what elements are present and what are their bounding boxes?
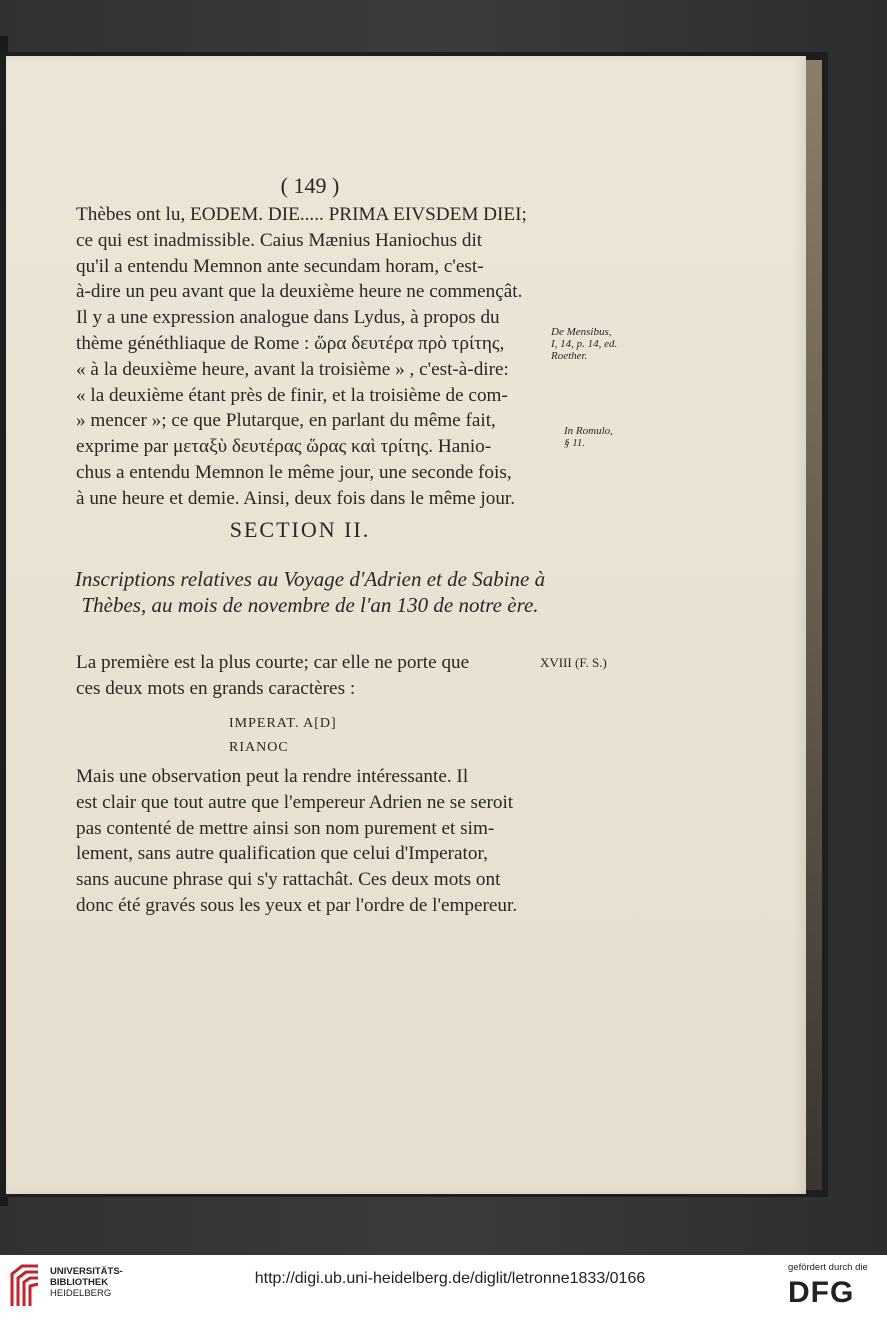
p2-line-1: La première est la plus courte; car elle ne porte que <box>76 652 470 673</box>
p3-line-2: est clair que tout autre que l'empereur Adrien ne se seroit <box>76 791 514 813</box>
note2-line-2: § 11. <box>564 437 586 449</box>
p3-line-1: Mais une observation peut la rendre intéressante. Il <box>76 766 469 787</box>
p3-line-5: sans aucune phrase qui s'y rattachât. Ces deux mots ont <box>76 869 501 891</box>
margin-note-de-mensibus <box>551 326 631 362</box>
inscription <box>229 712 337 760</box>
note1-line-1: De Mensibus, <box>551 326 612 338</box>
p2-line-2: ces deux mots en grands caractères : <box>76 677 356 699</box>
paragraph-3 <box>76 764 532 919</box>
section-title: SECTION II. <box>229 517 371 542</box>
library-logo-text[interactable] <box>50 1266 123 1299</box>
subtitle-line-1: Inscriptions relatives au Voyage d'Adrien et de Sabine à <box>74 567 546 591</box>
permalink-url[interactable]: http://digi.ub.uni-heidelberg.de/diglit/letronne1833/0166 <box>254 1270 646 1287</box>
margin-note-in-romulo <box>564 425 634 449</box>
paragraph-1 <box>76 202 532 512</box>
p3-line-4: lement, sans autre qualification que celui d'Imperator, <box>76 843 488 865</box>
logo-line-3: HEIDELBERG <box>50 1288 112 1299</box>
section-subtitle <box>70 566 550 618</box>
p1-line-10: exprime par μεταξὺ δευτέρας ὥρας καὶ τρίτης. Hanio- <box>76 436 492 458</box>
subtitle-line-2: Thèbes, au mois de novembre de l'an 130 de notre ère. <box>81 593 539 617</box>
logo-line-2: BIBLIOTHEK <box>50 1277 109 1288</box>
p1-line-1: Thèbes ont lu, EODEM. DIE..... PRIMA EIVSDEM DIEI; <box>76 204 527 225</box>
p1-line-8: « la deuxième étant près de finir, et la troisième de com- <box>76 384 508 406</box>
note1-line-2: I, 14, p. 14, ed. <box>551 338 618 350</box>
p1-line-7: « à la deuxième heure, avant la troisième » , c'est-à-dire: <box>76 358 509 380</box>
inscription-line-1: IMPERAT. A[D] <box>229 716 337 731</box>
paragraph-2 <box>76 650 532 702</box>
dfg-caption: gefördert durch die <box>788 1262 868 1273</box>
page-number: ( 149 ) <box>280 173 340 198</box>
p1-line-2: ce qui est inadmissible. Caius Mænius Haniochus dit <box>76 229 483 251</box>
p1-line-4: à-dire un peu avant que la deuxième heure ne commençât. <box>76 281 523 303</box>
p3-line-3: pas contenté de mettre ainsi son nom purement et sim- <box>76 817 495 839</box>
logo-line-1: UNIVERSITÄTS- <box>50 1266 123 1277</box>
dfg-logo[interactable]: DFG <box>788 1276 855 1309</box>
page-fore-edge <box>806 60 822 1190</box>
p1-line-3: qu'il a entendu Memnon ante secundam horam, c'est- <box>76 255 484 277</box>
p1-line-11: chus a entendu Memnon le même jour, une seconde fois, <box>76 461 512 483</box>
note2-line-1: In Romulo, <box>564 425 613 437</box>
note1-line-3: Roether. <box>551 350 588 362</box>
p1-line-9: » mencer »; ce que Plutarque, en parlant du même fait, <box>76 410 496 432</box>
inscription-line-2: RIANOC <box>229 740 289 755</box>
p1-line-5: Il y a une expression analogue dans Lydus, à propos du <box>76 307 500 329</box>
margin-note-xviii: XVIII (F. S.) <box>540 655 607 670</box>
p1-line-12: à une heure et demie. Ainsi, deux fois dans le même jour. <box>76 487 516 509</box>
p1-line-6: thème généthliaque de Rome : ὥρα δευτέρα πρὸ τρίτης, <box>76 332 505 354</box>
p3-line-6: donc été gravés sous les yeux et par l'ordre de l'empereur. <box>76 894 518 916</box>
university-library-logo-icon[interactable] <box>8 1262 42 1310</box>
